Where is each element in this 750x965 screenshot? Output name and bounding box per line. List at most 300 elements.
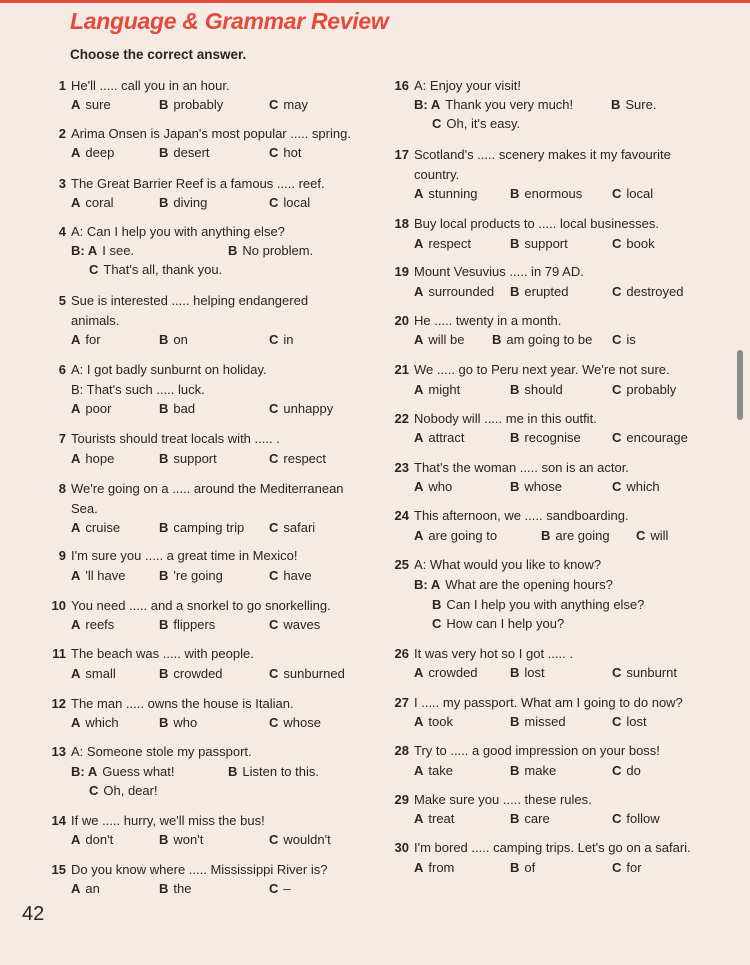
option-text: for bbox=[85, 332, 101, 347]
option-letter: C bbox=[269, 332, 279, 347]
answer-option[interactable] bbox=[612, 809, 660, 829]
answer-option[interactable] bbox=[269, 566, 312, 586]
answer-option[interactable] bbox=[269, 615, 320, 635]
top-accent-bar bbox=[0, 0, 750, 3]
option-letter: B bbox=[432, 597, 442, 612]
option-text: deep bbox=[85, 145, 115, 160]
option-letter: C bbox=[269, 145, 279, 160]
option-text: stunning bbox=[428, 186, 478, 201]
answer-option[interactable] bbox=[269, 330, 294, 350]
question-text: Tourists should treat locals with ..... . bbox=[71, 431, 280, 446]
answer-option[interactable] bbox=[228, 762, 319, 782]
option-letter: B bbox=[159, 195, 169, 210]
answer-option[interactable] bbox=[492, 330, 592, 350]
option-text: support bbox=[173, 451, 217, 466]
answer-option[interactable] bbox=[612, 712, 647, 732]
answer-option[interactable] bbox=[71, 518, 120, 538]
answer-option[interactable] bbox=[432, 595, 644, 615]
option-text: probably bbox=[173, 97, 224, 112]
question-body bbox=[414, 360, 713, 397]
option-text: of bbox=[524, 860, 536, 875]
option-text: attract bbox=[428, 430, 465, 445]
option-text: bad bbox=[173, 401, 196, 416]
answer-option[interactable] bbox=[414, 428, 465, 448]
answer-option[interactable] bbox=[269, 449, 326, 469]
question-number: 8 bbox=[58, 481, 66, 496]
option-text: lost bbox=[626, 714, 647, 729]
question-text: animals. bbox=[71, 312, 120, 328]
option-text: diving bbox=[173, 195, 208, 210]
question-number: 20 bbox=[394, 313, 409, 328]
question-body bbox=[414, 838, 713, 875]
option-text: desert bbox=[173, 145, 210, 160]
question-text: We ..... go to Peru next year. We're not sure. bbox=[414, 362, 670, 377]
option-text: are going bbox=[555, 528, 610, 543]
option-text: encourage bbox=[626, 430, 688, 445]
answer-option[interactable] bbox=[612, 663, 677, 683]
option-letter: C bbox=[612, 763, 622, 778]
option-text: 're going bbox=[173, 568, 223, 583]
option-letter: B bbox=[611, 97, 621, 112]
answer-option[interactable] bbox=[414, 184, 478, 204]
question-text: Do you know where ..... Mississippi River is? bbox=[71, 862, 328, 877]
option-letter: C bbox=[612, 236, 622, 251]
option-letter: B bbox=[159, 145, 169, 160]
answer-option[interactable] bbox=[510, 477, 562, 497]
answer-option[interactable] bbox=[414, 380, 460, 400]
answer-option[interactable] bbox=[71, 879, 100, 899]
question-number: 18 bbox=[394, 216, 409, 231]
answer-option[interactable] bbox=[414, 234, 471, 254]
option-text: recognise bbox=[524, 430, 581, 445]
question-number: 23 bbox=[394, 460, 409, 475]
option-letter: B bbox=[228, 764, 238, 779]
option-letter: C bbox=[269, 97, 279, 112]
option-text: on bbox=[173, 332, 188, 347]
option-text: Guess what! bbox=[102, 764, 175, 779]
answer-option[interactable] bbox=[89, 781, 158, 801]
option-text: probably bbox=[626, 382, 677, 397]
option-text: surrounded bbox=[428, 284, 495, 299]
question-text: That's the woman ..... son is an actor. bbox=[414, 460, 629, 475]
answer-option[interactable] bbox=[510, 858, 535, 878]
option-letter: A bbox=[71, 97, 81, 112]
answer-option[interactable] bbox=[71, 713, 119, 733]
option-letter: A bbox=[414, 665, 424, 680]
answer-option[interactable] bbox=[414, 761, 453, 781]
option-letter: A bbox=[414, 236, 424, 251]
option-text: follow bbox=[626, 811, 660, 826]
option-letter: C bbox=[612, 479, 622, 494]
question-body bbox=[71, 694, 370, 730]
answer-option[interactable] bbox=[228, 241, 313, 261]
option-text: Can I help you with anything else? bbox=[446, 597, 645, 612]
answer-option[interactable] bbox=[159, 193, 207, 213]
answer-option[interactable] bbox=[159, 713, 197, 733]
option-letter: C bbox=[89, 783, 99, 798]
answer-option[interactable] bbox=[432, 614, 564, 634]
option-text: who bbox=[173, 715, 198, 730]
question-body bbox=[414, 145, 713, 201]
option-letter: A bbox=[71, 451, 81, 466]
question-number: 15 bbox=[51, 862, 66, 877]
question-number: 19 bbox=[394, 264, 409, 279]
option-text: in bbox=[283, 332, 294, 347]
option-letter: C bbox=[612, 332, 622, 347]
option-text: missed bbox=[524, 714, 566, 729]
question-number: 22 bbox=[394, 411, 409, 426]
option-letter: C bbox=[612, 811, 622, 826]
question-text: If we ..... hurry, we'll miss the bus! bbox=[71, 813, 265, 828]
question-body bbox=[414, 741, 713, 778]
option-text: Thank you very much! bbox=[445, 97, 574, 112]
question-number: 25 bbox=[394, 557, 409, 572]
option-text: treat bbox=[428, 811, 455, 826]
option-letter: B: A bbox=[414, 577, 441, 592]
option-text: How can I help you? bbox=[446, 616, 565, 631]
option-text: 'll have bbox=[85, 568, 126, 583]
question-text: B: That's such ..... luck. bbox=[71, 381, 205, 397]
option-letter: A bbox=[71, 666, 81, 681]
option-text: don't bbox=[85, 832, 114, 847]
question-text: Scotland's ..... scenery makes it my favourite bbox=[414, 147, 671, 162]
question-number: 30 bbox=[394, 840, 409, 855]
question-text: Try to ..... a good impression on your boss! bbox=[414, 743, 660, 758]
question-body bbox=[414, 76, 713, 131]
option-text: will be bbox=[428, 332, 465, 347]
question-number: 29 bbox=[394, 792, 409, 807]
option-letter: C bbox=[89, 262, 99, 277]
question-number: 5 bbox=[58, 293, 66, 308]
option-text: the bbox=[173, 881, 192, 896]
answer-option[interactable] bbox=[71, 330, 101, 350]
question-text: Sea. bbox=[71, 500, 98, 516]
question-body bbox=[71, 124, 370, 160]
option-text: destroyed bbox=[626, 284, 684, 299]
answer-option[interactable] bbox=[159, 879, 191, 899]
option-text: erupted bbox=[524, 284, 569, 299]
option-text: should bbox=[524, 382, 563, 397]
option-letter: B bbox=[159, 715, 169, 730]
option-text: hot bbox=[283, 145, 302, 160]
answer-option[interactable] bbox=[159, 664, 223, 684]
option-letter: C bbox=[269, 451, 279, 466]
answer-option[interactable] bbox=[71, 399, 111, 419]
answer-option[interactable] bbox=[414, 477, 452, 497]
option-letter: A bbox=[71, 520, 81, 535]
option-letter: C bbox=[612, 665, 622, 680]
option-letter: A bbox=[414, 332, 424, 347]
answer-option[interactable] bbox=[612, 184, 653, 204]
answer-option[interactable] bbox=[159, 566, 223, 586]
option-letter: A bbox=[414, 811, 424, 826]
answer-option[interactable] bbox=[269, 830, 331, 850]
option-text: is bbox=[626, 332, 636, 347]
answer-option[interactable] bbox=[269, 518, 315, 538]
answer-option[interactable] bbox=[612, 234, 655, 254]
option-letter: C bbox=[612, 430, 622, 445]
answer-option[interactable] bbox=[71, 95, 111, 115]
question-number: 2 bbox=[58, 126, 66, 141]
option-letter: A bbox=[414, 186, 424, 201]
option-text: poor bbox=[85, 401, 112, 416]
answer-option[interactable] bbox=[159, 518, 244, 538]
answer-option[interactable] bbox=[510, 234, 568, 254]
question-text: The Great Barrier Reef is a famous ..... reef. bbox=[71, 176, 325, 191]
option-letter: B: A bbox=[414, 97, 441, 112]
answer-option[interactable] bbox=[414, 809, 454, 829]
answer-option[interactable] bbox=[71, 664, 116, 684]
answer-option[interactable] bbox=[159, 399, 195, 419]
option-letter: C bbox=[432, 116, 442, 131]
option-letter: B bbox=[510, 430, 520, 445]
answer-option[interactable] bbox=[269, 143, 301, 163]
option-letter: B bbox=[159, 451, 169, 466]
option-text: am going to be bbox=[506, 332, 593, 347]
option-letter: C bbox=[612, 186, 622, 201]
option-letter: C bbox=[269, 617, 279, 632]
answer-option[interactable] bbox=[71, 449, 114, 469]
option-letter: A bbox=[414, 382, 424, 397]
question-body bbox=[414, 506, 713, 543]
question-number: 9 bbox=[58, 548, 66, 563]
answer-option[interactable] bbox=[432, 114, 520, 134]
option-letter: C bbox=[612, 284, 622, 299]
option-letter: B bbox=[541, 528, 551, 543]
answer-option[interactable] bbox=[159, 449, 217, 469]
question-text: Sue is interested ..... helping endangered bbox=[71, 293, 309, 308]
question-number: 12 bbox=[51, 696, 66, 711]
answer-option[interactable] bbox=[510, 712, 566, 732]
question-text: Nobody will ..... me in this outfit. bbox=[414, 411, 597, 426]
option-text: book bbox=[626, 236, 655, 251]
scrollbar-thumb[interactable] bbox=[737, 350, 743, 420]
option-letter: B bbox=[510, 284, 520, 299]
option-letter: A bbox=[414, 860, 424, 875]
option-text: whose bbox=[524, 479, 562, 494]
option-text: small bbox=[85, 666, 116, 681]
answer-option[interactable] bbox=[269, 713, 321, 733]
question-body bbox=[414, 409, 713, 445]
answer-option[interactable] bbox=[414, 663, 478, 683]
option-letter: B bbox=[510, 665, 520, 680]
option-letter: C bbox=[612, 382, 622, 397]
question-number: 6 bbox=[58, 362, 66, 377]
question-body bbox=[71, 222, 370, 277]
option-text: No problem. bbox=[242, 243, 314, 258]
option-text: camping trip bbox=[173, 520, 245, 535]
option-letter: A bbox=[71, 195, 81, 210]
option-text: are going to bbox=[428, 528, 498, 543]
question-number: 11 bbox=[52, 646, 66, 661]
option-letter: B bbox=[510, 236, 520, 251]
option-letter: C bbox=[612, 860, 622, 875]
question-text: A: Enjoy your visit! bbox=[414, 78, 521, 93]
question-body bbox=[71, 429, 370, 466]
option-text: sure bbox=[85, 97, 111, 112]
answer-option[interactable] bbox=[269, 95, 308, 115]
answer-option[interactable] bbox=[71, 193, 114, 213]
option-text: do bbox=[626, 763, 641, 778]
question-text: A: I got badly sunburnt on holiday. bbox=[71, 362, 267, 377]
answer-option[interactable] bbox=[269, 193, 310, 213]
question-body bbox=[414, 644, 713, 680]
option-letter: A bbox=[71, 715, 81, 730]
question-body bbox=[71, 742, 370, 798]
option-letter: B bbox=[510, 186, 520, 201]
question-number: 21 bbox=[394, 362, 409, 377]
answer-option[interactable] bbox=[541, 526, 610, 546]
answer-option[interactable] bbox=[414, 330, 465, 350]
answer-option[interactable] bbox=[414, 712, 453, 732]
question-text: Mount Vesuvius ..... in 79 AD. bbox=[414, 264, 584, 279]
option-text: local bbox=[283, 195, 311, 210]
option-letter: B bbox=[159, 617, 169, 632]
option-letter: B bbox=[510, 479, 520, 494]
option-letter: A bbox=[414, 479, 424, 494]
question-number: 10 bbox=[51, 598, 66, 613]
answer-option[interactable] bbox=[71, 762, 175, 782]
answer-option[interactable] bbox=[89, 260, 222, 280]
question-text: Arima Onsen is Japan's most popular ..... spring. bbox=[71, 126, 351, 141]
answer-option[interactable] bbox=[612, 428, 688, 448]
option-letter: B bbox=[159, 332, 169, 347]
answer-option[interactable] bbox=[611, 95, 656, 115]
question-body bbox=[71, 811, 370, 847]
answer-option[interactable] bbox=[510, 184, 582, 204]
option-letter: A bbox=[71, 332, 81, 347]
answer-option[interactable] bbox=[510, 761, 556, 781]
question-body bbox=[71, 479, 370, 535]
answer-option[interactable] bbox=[71, 615, 114, 635]
answer-option[interactable] bbox=[612, 330, 636, 350]
answer-option[interactable] bbox=[612, 380, 676, 400]
option-text: That's all, thank you. bbox=[103, 262, 223, 277]
option-text: make bbox=[524, 763, 557, 778]
answer-option[interactable] bbox=[414, 575, 613, 595]
option-text: Oh, dear! bbox=[103, 783, 158, 798]
question-body bbox=[414, 214, 713, 251]
option-text: enormous bbox=[524, 186, 583, 201]
answer-option[interactable] bbox=[71, 241, 134, 261]
question-number: 1 bbox=[58, 78, 66, 93]
answer-option[interactable] bbox=[71, 830, 113, 850]
option-letter: A bbox=[71, 617, 81, 632]
option-text: crowded bbox=[173, 666, 223, 681]
page-number: 42 bbox=[22, 903, 45, 925]
answer-option[interactable] bbox=[636, 526, 668, 546]
option-text: wouldn't bbox=[283, 832, 331, 847]
question-text: A: Someone stole my passport. bbox=[71, 744, 252, 759]
answer-option[interactable] bbox=[269, 399, 333, 419]
option-letter: C bbox=[269, 832, 279, 847]
option-text: respect bbox=[428, 236, 472, 251]
option-text: an bbox=[85, 881, 100, 896]
option-letter: B bbox=[159, 568, 169, 583]
question-text: He ..... twenty in a month. bbox=[414, 313, 562, 328]
question-number: 28 bbox=[394, 743, 409, 758]
answer-option[interactable] bbox=[612, 477, 660, 497]
answer-option[interactable] bbox=[510, 809, 550, 829]
question-body bbox=[71, 174, 370, 210]
option-letter: B: A bbox=[71, 243, 98, 258]
option-letter: B: A bbox=[71, 764, 98, 779]
option-letter: B bbox=[510, 714, 520, 729]
answer-option[interactable] bbox=[159, 95, 223, 115]
option-text: support bbox=[524, 236, 568, 251]
answer-option[interactable] bbox=[269, 664, 345, 684]
answer-option[interactable] bbox=[414, 282, 494, 302]
answer-option[interactable] bbox=[510, 428, 581, 448]
question-body bbox=[414, 693, 713, 729]
option-text: local bbox=[626, 186, 654, 201]
question-number: 4 bbox=[58, 224, 66, 239]
option-letter: C bbox=[269, 195, 279, 210]
answer-option[interactable] bbox=[159, 830, 203, 850]
answer-option[interactable] bbox=[612, 282, 683, 302]
option-text: sunburnt bbox=[626, 665, 677, 680]
option-letter: B bbox=[510, 763, 520, 778]
answer-option[interactable] bbox=[414, 95, 573, 115]
option-text: lost bbox=[524, 665, 545, 680]
question-number: 27 bbox=[394, 695, 409, 710]
option-letter: B bbox=[228, 243, 238, 258]
question-number: 13 bbox=[51, 744, 66, 759]
answer-option[interactable] bbox=[612, 761, 641, 781]
option-text: flippers bbox=[173, 617, 216, 632]
option-text: I see. bbox=[102, 243, 135, 258]
answer-option[interactable] bbox=[159, 615, 215, 635]
question-body bbox=[414, 262, 713, 299]
option-text: which bbox=[626, 479, 660, 494]
option-letter: A bbox=[414, 528, 424, 543]
answer-option[interactable] bbox=[269, 879, 291, 899]
instruction: Choose the correct answer. bbox=[70, 47, 247, 62]
option-letter: B bbox=[510, 860, 520, 875]
answer-option[interactable] bbox=[71, 566, 125, 586]
option-letter: B bbox=[159, 881, 169, 896]
option-text: reefs bbox=[85, 617, 115, 632]
answer-option[interactable] bbox=[414, 526, 497, 546]
question-text: The man ..... owns the house is Italian. bbox=[71, 696, 294, 711]
answer-option[interactable] bbox=[159, 143, 210, 163]
answer-option[interactable] bbox=[510, 663, 545, 683]
question-text: country. bbox=[414, 166, 460, 182]
option-letter: A bbox=[414, 763, 424, 778]
question-number: 3 bbox=[58, 176, 66, 191]
option-text: will bbox=[650, 528, 669, 543]
option-letter: B bbox=[492, 332, 502, 347]
option-text: sunburned bbox=[283, 666, 345, 681]
option-letter: A bbox=[71, 881, 81, 896]
option-letter: A bbox=[71, 401, 81, 416]
question-number: 17 bbox=[394, 147, 409, 162]
answer-option[interactable] bbox=[414, 858, 454, 878]
option-text: cruise bbox=[85, 520, 121, 535]
option-text: hope bbox=[85, 451, 115, 466]
option-letter: C bbox=[269, 881, 279, 896]
question-text: The beach was ..... with people. bbox=[71, 646, 254, 661]
answer-option[interactable] bbox=[510, 282, 568, 302]
answer-option[interactable] bbox=[159, 330, 188, 350]
question-text: We're going on a ..... around the Mediterranean bbox=[71, 481, 344, 496]
answer-option[interactable] bbox=[510, 380, 563, 400]
option-text: What are the opening hours? bbox=[445, 577, 613, 592]
option-letter: C bbox=[269, 715, 279, 730]
answer-option[interactable] bbox=[71, 143, 114, 163]
option-letter: B bbox=[510, 382, 520, 397]
answer-option[interactable] bbox=[612, 858, 642, 878]
